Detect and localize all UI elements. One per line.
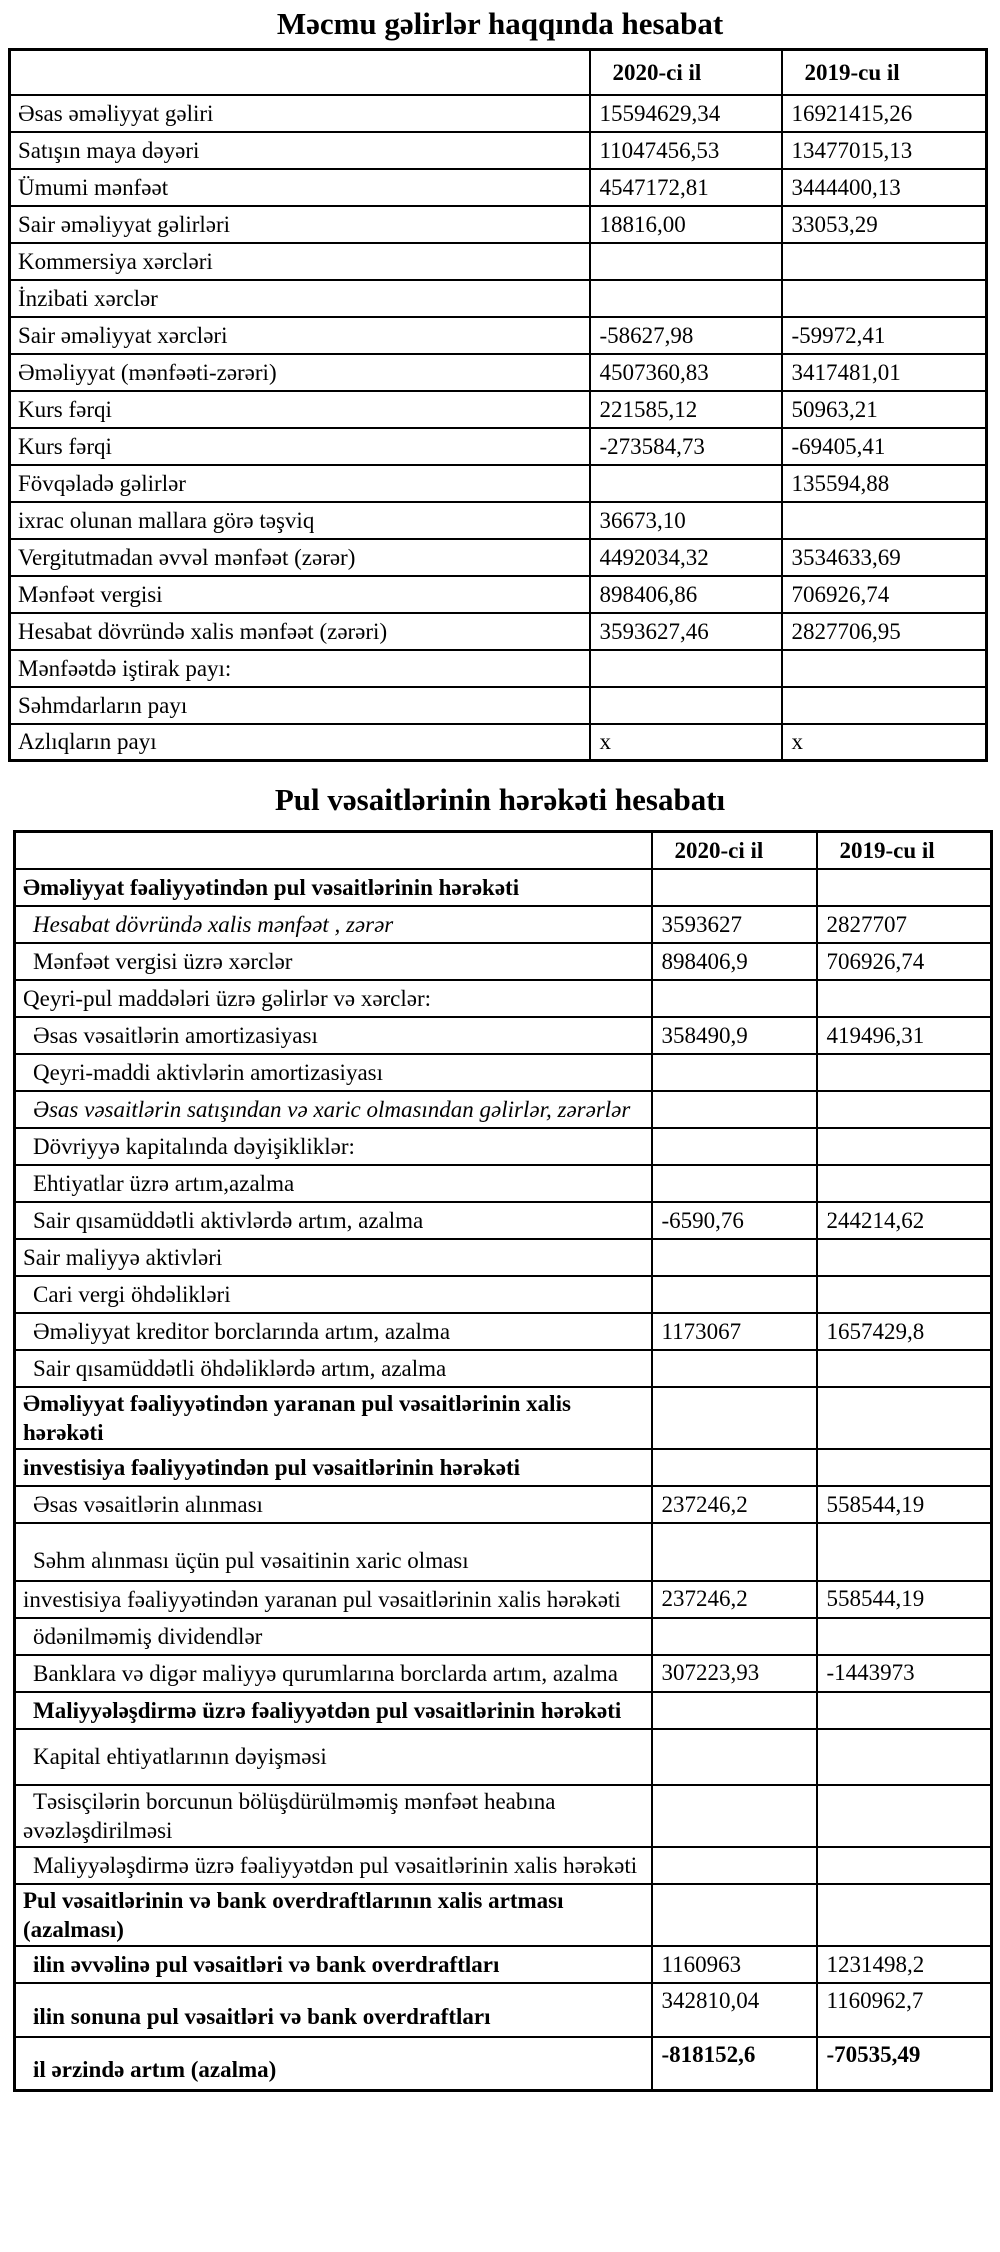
table-row [10,354,987,391]
cashflow-statement-title: Pul vəsaitlərinin hərəkəti hesabatı [274,782,726,817]
row-label: Sair qısamüddətli aktivlərdə artım, azalma [15,1202,652,1239]
income-statement-table [8,48,988,762]
table-row [10,576,987,613]
row-label: Sair əməliyyat gəlirləri [10,206,590,243]
value-2020 [652,980,817,1017]
cashflow-statement-table [13,830,993,2092]
row-label: Dövriyyə kapitalında dəyişikliklər: [15,1128,652,1165]
value-2019 [782,687,987,724]
value-2019: 16921415,26 [782,95,987,132]
value-2019 [817,1128,992,1165]
row-label: Ehtiyatlar üzrə artım,azalma [15,1165,652,1202]
row-label: Vergitutmadan əvvəl mənfəət (zərər) [10,539,590,576]
value-2019 [817,1729,992,1785]
value-2019 [782,243,987,280]
row-label: Hesabat dövründə xalis mənfəət (zərəri) [10,613,590,650]
table-row [15,1729,992,1785]
table-row [15,2037,992,2091]
value-2020: x [590,724,782,761]
row-label: Mənfəətdə iştirak payı: [10,650,590,687]
row-label: Əsas vəsaitlərin satışından və xaric olmasından gəlirlər, zərərlər [15,1091,652,1128]
income-statement-title: Məcmu gəlirlər haqqında hesabat [276,6,724,41]
value-2019 [817,1165,992,1202]
table-row [15,1202,992,1239]
value-2020: 1173067 [652,1313,817,1350]
value-2020 [652,1387,817,1449]
row-label: Əsas vəsaitlərin amortizasiyası [15,1017,652,1054]
row-label: Qeyri-pul maddələri üzrə gəlirlər və xərclər: [15,980,652,1017]
row-label: Səhmdarların payı [10,687,590,724]
table-row [10,95,987,132]
row-label: Ümumi mənfəət [10,169,590,206]
value-2020: -58627,98 [590,317,782,354]
value-2020 [590,687,782,724]
table-row [10,132,987,169]
value-2019: x [782,724,987,761]
table-row [15,1618,992,1655]
value-2019 [817,869,992,906]
value-2019: 135594,88 [782,465,987,502]
row-label: il ərzində artım (azalma) [15,2037,652,2091]
table-row [10,317,987,354]
header-row [15,832,992,869]
value-2020: 237246,2 [652,1581,817,1618]
row-label: Kapital ehtiyatlarının dəyişməsi [15,1729,652,1785]
row-label: ixrac olunan mallara görə təşviq [10,502,590,539]
row-label: Sair maliyyə aktivləri [15,1239,652,1276]
value-2020 [652,1091,817,1128]
row-label: Əməliyyat kreditor borclarında artım, azalma [15,1313,652,1350]
value-2020: 898406,9 [652,943,817,980]
value-2019 [817,1239,992,1276]
table-row [15,1165,992,1202]
table-row [15,1655,992,1692]
table-row [15,1785,992,1847]
value-2019: 3444400,13 [782,169,987,206]
value-2020 [652,1054,817,1091]
value-2020 [652,869,817,906]
table-row [10,428,987,465]
value-2020: 307223,93 [652,1655,817,1692]
value-2019: 419496,31 [817,1017,992,1054]
table-row [15,943,992,980]
value-2020: 36673,10 [590,502,782,539]
value-2019 [817,1387,992,1449]
row-label: Əməliyyat fəaliyyətindən yaranan pul vəsaitlərinin xalis hərəkəti [15,1387,652,1449]
value-2019 [817,1692,992,1729]
row-label: Səhm alınması üçün pul vəsaitinin xaric olması [15,1523,652,1581]
row-label: Fövqəladə gəlirlər [10,465,590,502]
table-row [10,687,987,724]
value-2019 [817,1884,992,1946]
table-row [15,1128,992,1165]
header-year-2019: 2019-cu il [782,50,987,95]
value-2019: 3417481,01 [782,354,987,391]
row-label: Təsisçilərin borcunun bölüşdürülməmiş mənfəət heabına əvəzləşdirilməsi [15,1785,652,1847]
value-2020 [652,1618,817,1655]
value-2020: -6590,76 [652,1202,817,1239]
value-2019: 706926,74 [817,943,992,980]
value-2019: -69405,41 [782,428,987,465]
value-2020 [652,1692,817,1729]
table-row [15,1091,992,1128]
row-label: İnzibati xərclər [10,280,590,317]
row-label: Kurs fərqi [10,391,590,428]
value-2019 [817,1054,992,1091]
value-2020: 237246,2 [652,1486,817,1523]
row-label: Əməliyyat fəaliyyətindən pul vəsaitlərinin hərəkəti [15,869,652,906]
table-row [15,906,992,943]
table-row [10,613,987,650]
row-label: investisiya fəaliyyətindən yaranan pul vəsaitlərinin xalis hərəkəti [15,1581,652,1618]
value-2020: -273584,73 [590,428,782,465]
value-2019 [782,502,987,539]
header-year-2020: 2020-ci il [652,832,817,869]
value-2019 [817,1350,992,1387]
row-label: Maliyyələşdirmə üzrə fəaliyyətdən pul vəsaitlərinin xalis hərəkəti [15,1847,652,1884]
value-2020 [652,1847,817,1884]
value-2019 [782,650,987,687]
value-2020 [590,280,782,317]
row-label: ilin sonuna pul vəsaitləri və bank overdraftları [15,1983,652,2037]
row-label: Satışın maya dəyəri [10,132,590,169]
table-row [10,650,987,687]
row-label: ilin əvvəlinə pul vəsaitləri və bank overdraftları [15,1946,652,1983]
value-2019: 3534633,69 [782,539,987,576]
value-2019: -1443973 [817,1655,992,1692]
value-2020: 358490,9 [652,1017,817,1054]
table-row [15,980,992,1017]
value-2020: 3593627,46 [590,613,782,650]
value-2019 [817,1847,992,1884]
row-label: Banklara və digər maliyyə qurumlarına borclarda artım, azalma [15,1655,652,1692]
row-label: Əməliyyat (mənfəəti-zərəri) [10,354,590,391]
row-label: Cari vergi öhdəlikləri [15,1276,652,1313]
value-2020 [590,650,782,687]
table-row [15,1350,992,1387]
value-2020 [590,465,782,502]
value-2019 [817,1523,992,1581]
value-2019 [782,280,987,317]
table-row [10,539,987,576]
value-2020: 342810,04 [652,1983,817,2037]
row-label: Əsas əməliyyat gəliri [10,95,590,132]
value-2019: 558544,19 [817,1581,992,1618]
value-2020: 15594629,34 [590,95,782,132]
row-label: Mənfəət vergisi üzrə xərclər [15,943,652,980]
value-2019 [817,1091,992,1128]
header-year-2020: 2020-ci il [590,50,782,95]
table-row [15,869,992,906]
value-2019: 244214,62 [817,1202,992,1239]
value-2020 [652,1449,817,1486]
table-row [15,1847,992,1884]
row-label: Sair əməliyyat xərcləri [10,317,590,354]
value-2020: 4492034,32 [590,539,782,576]
table-row [10,502,987,539]
value-2019: -70535,49 [817,2037,992,2091]
value-2020 [652,1165,817,1202]
value-2020 [652,1350,817,1387]
value-2020 [652,1239,817,1276]
value-2020 [652,1523,817,1581]
value-2019 [817,1618,992,1655]
row-label: investisiya fəaliyyətindən pul vəsaitlərinin hərəkəti [15,1449,652,1486]
table-row [10,465,987,502]
value-2019: 1231498,2 [817,1946,992,1983]
value-2019: 2827707 [817,906,992,943]
table-row [15,1946,992,1983]
value-2020: 1160963 [652,1946,817,1983]
value-2020: -818152,6 [652,2037,817,2091]
table-row [15,1523,992,1581]
value-2019: 706926,74 [782,576,987,613]
value-2020 [652,1729,817,1785]
table-row [15,1692,992,1729]
value-2020 [652,1785,817,1847]
table-row [15,1884,992,1946]
value-2019: 1160962,7 [817,1983,992,2037]
value-2019: 2827706,95 [782,613,987,650]
value-2020 [652,1276,817,1313]
row-label: Maliyyələşdirmə üzrə fəaliyyətdən pul vəsaitlərinin hərəkəti [15,1692,652,1729]
row-label: Mənfəət vergisi [10,576,590,613]
row-label: Kommersiya xərcləri [10,243,590,280]
value-2020: 898406,86 [590,576,782,613]
table-row [15,1313,992,1350]
value-2020: 221585,12 [590,391,782,428]
table-row [10,724,987,761]
table-row [15,1017,992,1054]
value-2019: 558544,19 [817,1486,992,1523]
row-label: Əsas vəsaitlərin alınması [15,1486,652,1523]
value-2020: 4547172,81 [590,169,782,206]
table-row [10,206,987,243]
value-2019: 33053,29 [782,206,987,243]
row-label: Azlıqların payı [10,724,590,761]
value-2019 [817,1449,992,1486]
row-label: Sair qısamüddətli öhdəliklərdə artım, azalma [15,1350,652,1387]
value-2020: 4507360,83 [590,354,782,391]
value-2020: 3593627 [652,906,817,943]
value-2019 [817,1276,992,1313]
table-row [15,1486,992,1523]
row-label: ödənilməmiş dividendlər [15,1618,652,1655]
table-row [15,1387,992,1449]
value-2020 [652,1884,817,1946]
header-empty-cell [15,832,652,869]
header-empty-cell [10,50,590,95]
table-row [15,1276,992,1313]
table-row [10,169,987,206]
header-row [10,50,987,95]
value-2019: -59972,41 [782,317,987,354]
value-2020: 18816,00 [590,206,782,243]
row-label: Hesabat dövründə xalis mənfəət , zərər [15,906,652,943]
table-row [10,280,987,317]
value-2019 [817,980,992,1017]
value-2020 [590,243,782,280]
row-label: Kurs fərqi [10,428,590,465]
table-row [15,1449,992,1486]
table-row [10,391,987,428]
table-row [15,1581,992,1618]
table-row [15,1239,992,1276]
table-row [10,243,987,280]
value-2020: 11047456,53 [590,132,782,169]
value-2020 [652,1128,817,1165]
value-2019 [817,1785,992,1847]
table-row [15,1983,992,2037]
value-2019: 1657429,8 [817,1313,992,1350]
row-label: Qeyri-maddi aktivlərin amortizasiyası [15,1054,652,1091]
value-2019: 13477015,13 [782,132,987,169]
header-year-2019: 2019-cu il [817,832,992,869]
value-2019: 50963,21 [782,391,987,428]
table-row [15,1054,992,1091]
row-label: Pul vəsaitlərinin və bank overdraftlarının xalis artması (azalması) [15,1884,652,1946]
